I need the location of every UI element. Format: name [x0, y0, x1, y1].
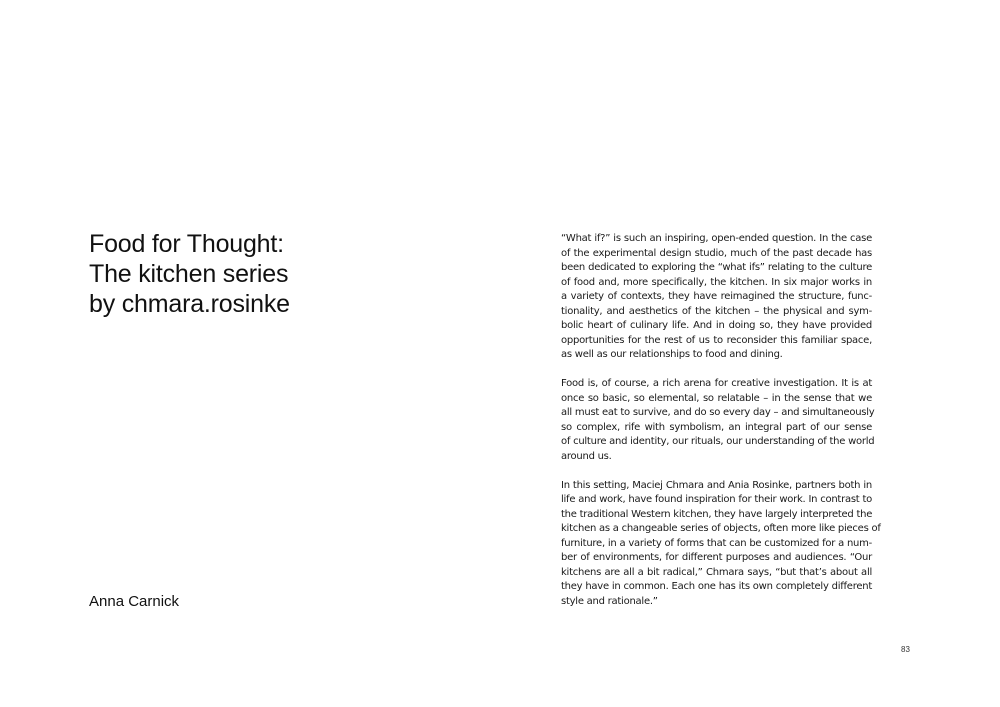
text-line: tionality, and aesthetics of the kitchen – the physical and sym- [561, 305, 872, 317]
text-line: life and work, have found inspiration for their work. In contrast to [561, 494, 872, 505]
text-line: the traditional Western kitchen, they have largely interpreted the [561, 508, 873, 520]
body-paragraph [561, 232, 872, 363]
text-line: Food is, of course, a rich arena for creative investigation. It is at [561, 378, 872, 389]
text-line: so complex, rife with symbolism, an integral part of our sense [561, 421, 872, 433]
text-line: once so basic, so elemental, so relatable – in the sense that we [561, 392, 872, 404]
text-line: around us. [561, 450, 612, 462]
text-line: of the experimental design studio, much of the past decade has [561, 247, 872, 259]
body-paragraph [561, 377, 875, 464]
article-body [561, 232, 881, 624]
text-line: a variety of contexts, they have reimagined the structure, func- [561, 291, 872, 302]
text-line: ber of environments, for different purposes and audiences. “Our [561, 552, 872, 563]
title-line: by chmara.rosinke [89, 290, 290, 318]
title-line: The kitchen series [89, 260, 289, 288]
body-paragraph [561, 479, 881, 610]
text-line: as well as our relationships to food and dining. [561, 349, 783, 360]
text-line: been dedicated to exploring the “what ifs” relating to the culture [561, 262, 872, 273]
author-byline: Anna Carnick [89, 593, 180, 610]
text-line: furniture, in a variety of forms that can be customized for a num- [561, 537, 872, 549]
text-line: In this setting, Maciej Chmara and Ania Rosinke, partners both in [561, 479, 872, 491]
page-number: 83 [901, 645, 910, 654]
text-line: “What if?” is such an inspiring, open-ended question. In the case [561, 233, 872, 244]
text-line: opportunities for the rest of us to reconsider this familiar space, [561, 334, 872, 346]
text-line: kitchens are all a bit radical,” Chmara says, “but that’s about all [561, 566, 872, 578]
text-line: kitchen as a changeable series of objects, often more like pieces of [561, 523, 881, 534]
text-line: bolic heart of culinary life. And in doing so, they have provided [561, 320, 872, 331]
article-title [89, 229, 419, 319]
text-line: all must eat to survive, and do so every day – and simultaneously [561, 407, 875, 418]
text-line: style and rationale.” [561, 595, 658, 607]
text-line: of food and, more specifically, the kitchen. In six major works in [561, 276, 872, 288]
title-line: Food for Thought: [89, 230, 284, 258]
text-line: they have in common. Each one has its own completely different [561, 581, 872, 592]
text-line: of culture and identity, our rituals, our understanding of the world [561, 436, 875, 447]
